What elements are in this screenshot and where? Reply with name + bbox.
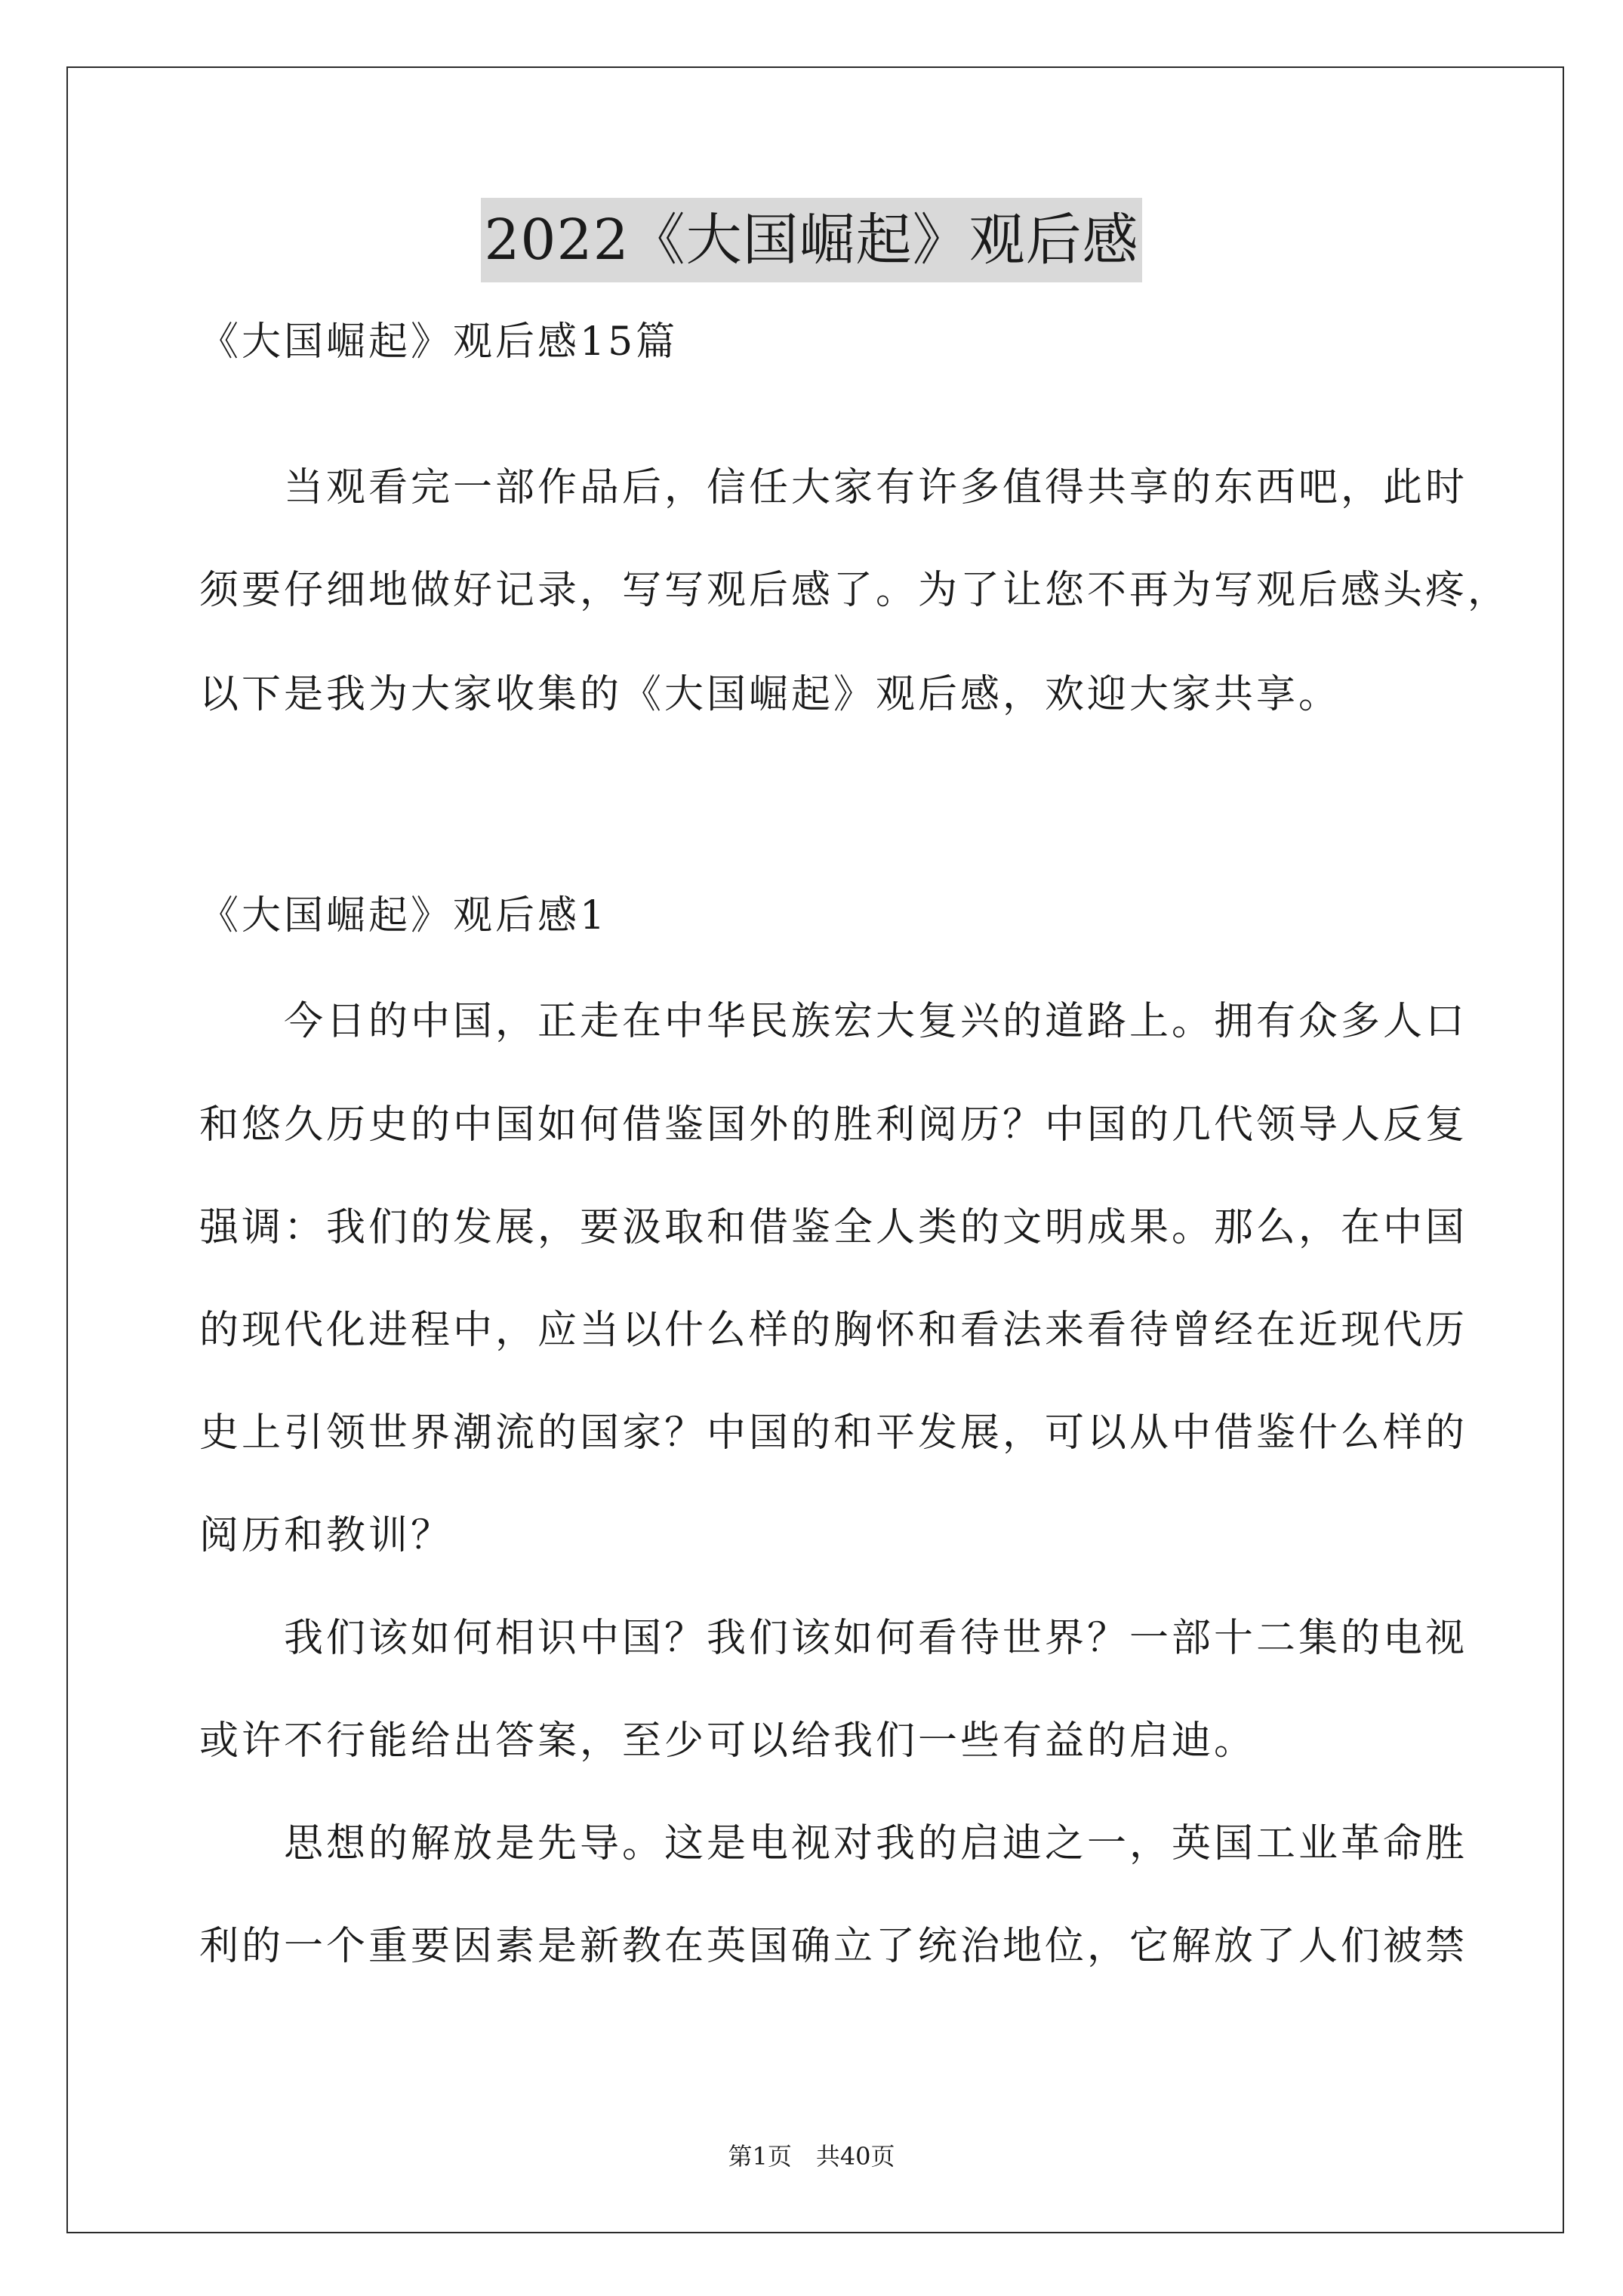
title-container bbox=[0, 198, 1623, 282]
body-line: 须要仔细地做好记录，写写观后感了。为了让您不再为写观后感头疼， bbox=[199, 568, 1511, 613]
subtitle-line: 《大国崛起》观后感15篇 bbox=[199, 319, 679, 365]
page-number-footer: 第1页 共40页 bbox=[728, 2142, 895, 2171]
body-line: 的现代化进程中，应当以什么样的胸怀和看法来看待曾经在近现代历 bbox=[199, 1308, 1468, 1353]
section-heading: 《大国崛起》观后感1 bbox=[199, 893, 608, 938]
body-line: 当观看完一部作品后，信任大家有许多值得共享的东西吧，此时 bbox=[199, 465, 1468, 510]
document-title: 2022《大国崛起》观后感 bbox=[481, 198, 1141, 282]
body-line: 我们该如何相识中国？我们该如何看待世界？一部十二集的电视 bbox=[199, 1616, 1468, 1661]
body-line: 和悠久历史的中国如何借鉴国外的胜利阅历？中国的几代领导人反复 bbox=[199, 1102, 1468, 1148]
body-line: 史上引领世界潮流的国家？中国的和平发展，可以从中借鉴什么样的 bbox=[199, 1410, 1468, 1456]
body-line: 阅历和教训？ bbox=[199, 1513, 454, 1558]
body-line: 或许不行能给出答案，至少可以给我们一些有益的启迪。 bbox=[199, 1718, 1257, 1764]
body-line: 思想的解放是先导。这是电视对我的启迪之一，英国工业革命胜 bbox=[199, 1821, 1468, 1866]
body-line: 利的一个重要因素是新教在英国确立了统治地位，它解放了人们被禁 bbox=[199, 1924, 1468, 1969]
body-line: 今日的中国，正走在中华民族宏大复兴的道路上。拥有众多人口 bbox=[199, 999, 1468, 1044]
body-line: 以下是我为大家收集的《大国崛起》观后感，欢迎大家共享。 bbox=[199, 672, 1341, 717]
body-line: 强调：我们的发展，要汲取和借鉴全人类的文明成果。那么，在中国 bbox=[199, 1205, 1468, 1250]
